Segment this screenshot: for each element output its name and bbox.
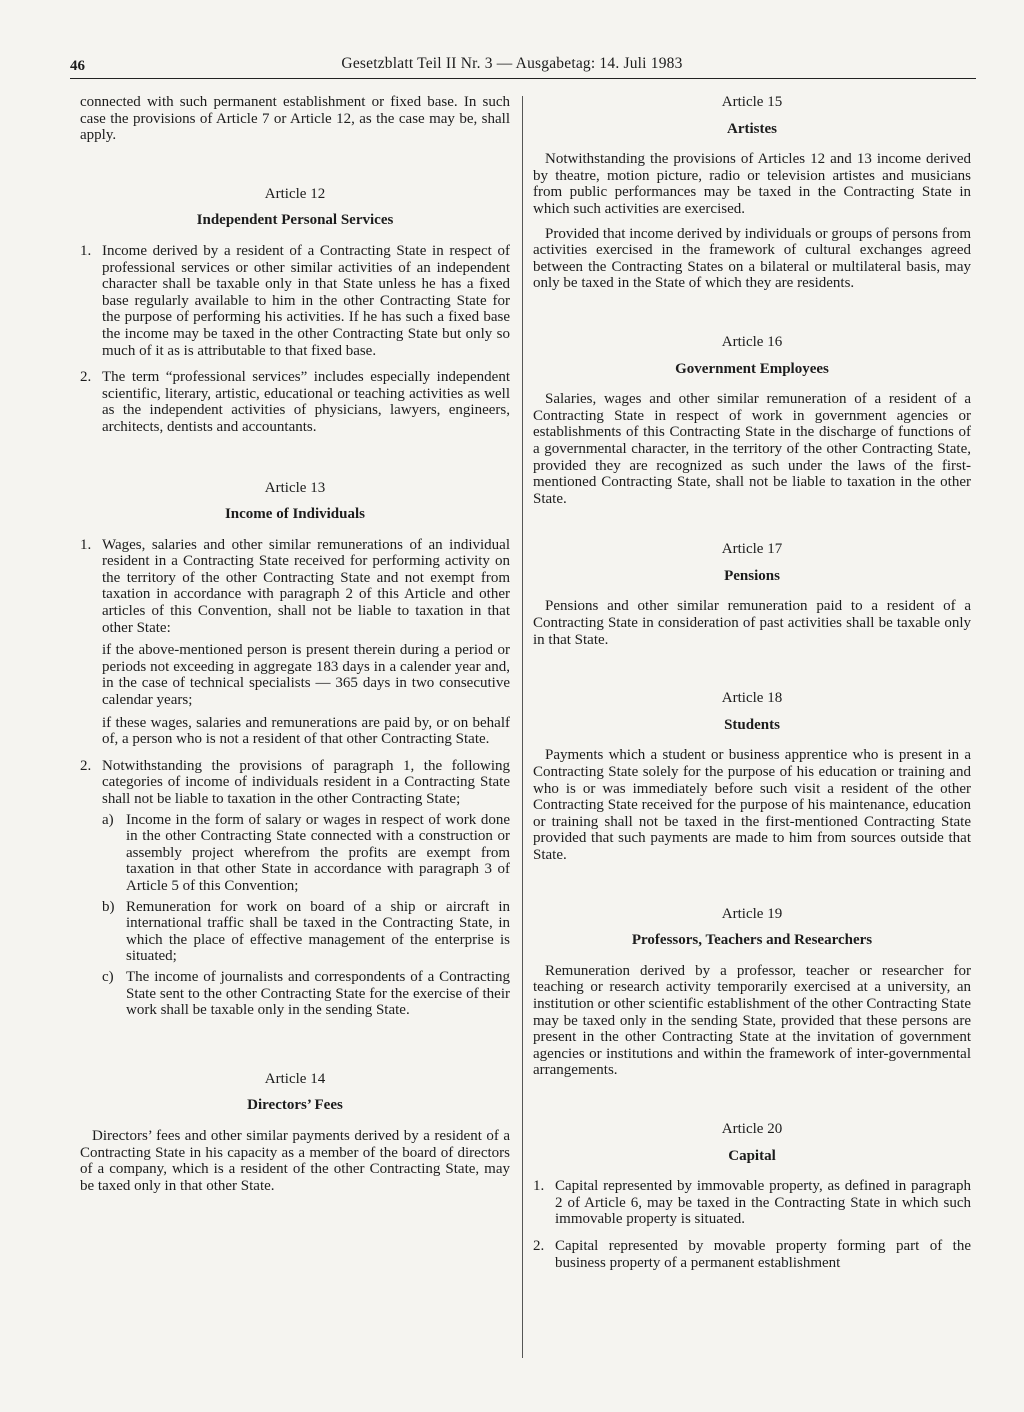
- article-17-text: Pensions and other similar remuneration paid to a resident of a Contracting State in consideration of past activities shall be taxable only in that State.: [533, 598, 971, 648]
- right-column: [533, 94, 971, 1281]
- article-13-paragraph-2: [80, 758, 510, 1019]
- sub-item-text: The income of journalists and correspondents of a Contracting State sent to the other Contracting State for the exercise of their work shall be taxable only in the sending State.: [126, 968, 510, 1019]
- column-divider: [522, 96, 523, 1358]
- sub-item-label: c): [102, 968, 114, 985]
- article-20-paragraph-2: [533, 1238, 971, 1271]
- paragraph-text: Capital represented by movable property forming part of the business property of a permanent establishment: [555, 1237, 971, 1271]
- article-18-number: Article 18: [721, 690, 783, 707]
- sub-item-text: Income in the form of salary or wages in respect of work done in the other Contracting State connected with a construction or assembly project wherefrom the profits are exempt from taxation in that other State in accordance with paragraph 3 of Article 5 of this Convention;: [126, 811, 510, 894]
- paragraph-label: 2.: [80, 757, 92, 774]
- article-17-title: Pensions: [724, 567, 780, 584]
- article-13-title: Income of Individuals: [224, 506, 366, 523]
- article-12-title: Independent Personal Services: [196, 212, 394, 229]
- article-18-title: Students: [724, 716, 780, 733]
- running-header: Gesetzblatt Teil II Nr. 3 — Ausgabetag: 14. Juli 1983: [341, 55, 683, 72]
- paragraph-label: 1.: [533, 1178, 545, 1195]
- article-16-title: Government Employees: [675, 360, 829, 377]
- header-rule: [70, 78, 976, 79]
- article-14-title: Directors’ Fees: [247, 1097, 343, 1114]
- sub-item-label: b): [102, 898, 115, 915]
- left-column: [80, 94, 510, 1194]
- article-19-title: Professors, Teachers and Researchers: [631, 932, 873, 949]
- article-20-paragraph-1: [533, 1178, 971, 1228]
- article-12-paragraph-2: [80, 369, 510, 435]
- paragraph-condition-1: if the above-mentioned person is present therein during a period or periods not exceeding in aggregate 183 days in a calender year and, in the case of technical specialists — 365 days in two consecutive calendar years;: [102, 642, 510, 709]
- sub-item-a: [102, 812, 510, 895]
- paragraph-text: Notwithstanding the provisions of paragraph 1, the following categories of income of individuals resident in a Contracting State shall not be liable to taxation in the other Contracting State;: [102, 757, 510, 807]
- article-16-text: Salaries, wages and other similar remuneration of a resident of a Contracting State in respect of work in government agencies or establishments of this Contracting State in the discharge of functions of a governmental character, in the territory of the other Contracting State, provided they are recognized as such under the laws of the first-mentioned Contracting State, shall not be liable to taxation in the other State.: [533, 391, 971, 507]
- article-15-text-2: Provided that income derived by individuals or groups of persons from activities exercised in the framework of cultural exchanges agreed between the Contracting States on a bilateral or multilateral basis, may only be taxed in the State of which they are residents.: [533, 225, 971, 292]
- paragraph-label: 1.: [80, 242, 92, 259]
- paragraph-text: The term “professional services” includes especially independent scientific, literary, artistic, educational or teaching activities as well as the independent activities of physicians, lawyers, engineers, architects, dentists and accountants.: [102, 369, 510, 435]
- sub-item-text: Remuneration for work on board of a ship or aircraft in international traffic shall be taxed in the Contracting State, in which the place of effective management of the enterprise is situated;: [126, 898, 510, 965]
- paragraph-label: 2.: [533, 1237, 545, 1254]
- paragraph-condition-2: if these wages, salaries and remunerations are paid by, or on behalf of, a person who is not a resident of that other Contracting State.: [102, 714, 510, 748]
- article-15-title: Artistes: [727, 120, 777, 137]
- article-18-text: Payments which a student or business apprentice who is present in a Contracting State solely for the purpose of his education or training and who is or was immediately before such visit a resident of the other Contracting State received for the purpose of his maintenance, education or training shall not be taxed in the first-mentioned Contracting State provided that such payments are made to him from sources outside that State.: [533, 747, 971, 863]
- article-20-number: Article 20: [721, 1120, 783, 1137]
- paragraph-label: 2.: [80, 369, 92, 386]
- article-17-number: Article 17: [721, 541, 783, 558]
- article-13-paragraph-1: [80, 537, 510, 748]
- article-16-number: Article 16: [721, 333, 783, 350]
- paragraph-label: 1.: [80, 536, 92, 553]
- article-12-paragraph-1: [80, 243, 510, 359]
- sub-item-b: [102, 899, 510, 965]
- article-14-number: Article 14: [264, 1070, 326, 1087]
- article-13-number: Article 13: [264, 479, 326, 496]
- page-number: 46: [70, 58, 85, 74]
- article-14-text: Directors’ fees and other similar payments derived by a resident of a Contracting State in his capacity as a member of the board of directors of a company, which is a resident of the other Contracting State, may be taxed only in that other State.: [80, 1127, 510, 1194]
- paragraph-text: Wages, salaries and other similar remunerations of an individual resident in a Contracting State received for performing activity on the territory of the other Contracting State and not exempt from taxation in accordance with paragraph 2 of this Article and other articles of this Convention, shall not be liable to taxation in that other State:: [102, 536, 510, 636]
- paragraph-text: Capital represented by immovable property, as defined in paragraph 2 of Article 6, may be taxed in the Contracting State in which such immovable property is situated.: [555, 1178, 971, 1228]
- continued-paragraph: connected with such permanent establishment or fixed base. In such case the provisions of Article 7 or Article 12, as the case may be, shall apply.: [80, 94, 510, 144]
- article-19-text: Remuneration derived by a professor, teacher or researcher for teaching or research activity temporarily exercised at a university, an institution or other scientific establishment of the other Contracting State may be taxed only in the sending State, provided that these persons are present in the other Contracting State at the invitation of government agencies or institutions and within the framework of inter-governmental arrangements.: [533, 962, 971, 1079]
- paragraph-text: Income derived by a resident of a Contracting State in respect of professional services or other similar activities of an independent character shall be taxable only in that State unless he has a fixed base regularly available to him in the other Contracting State for the purpose of performing his activities. If he has such a fixed base the income may be taxed in the other Contracting State but only so much of it as is attributable to that fixed base.: [102, 242, 510, 359]
- article-12-number: Article 12: [264, 185, 326, 202]
- article-19-number: Article 19: [721, 905, 783, 922]
- article-20-title: Capital: [728, 1147, 776, 1164]
- article-15-text-1: Notwithstanding the provisions of Articles 12 and 13 income derived by theatre, motion picture, radio or television artistes and musicians from public performances may be taxed in the Contracting State in which such activities are exercised.: [533, 151, 971, 217]
- sub-item-label: a): [102, 811, 114, 828]
- article-15-number: Article 15: [721, 94, 783, 110]
- sub-item-c: [102, 969, 510, 1019]
